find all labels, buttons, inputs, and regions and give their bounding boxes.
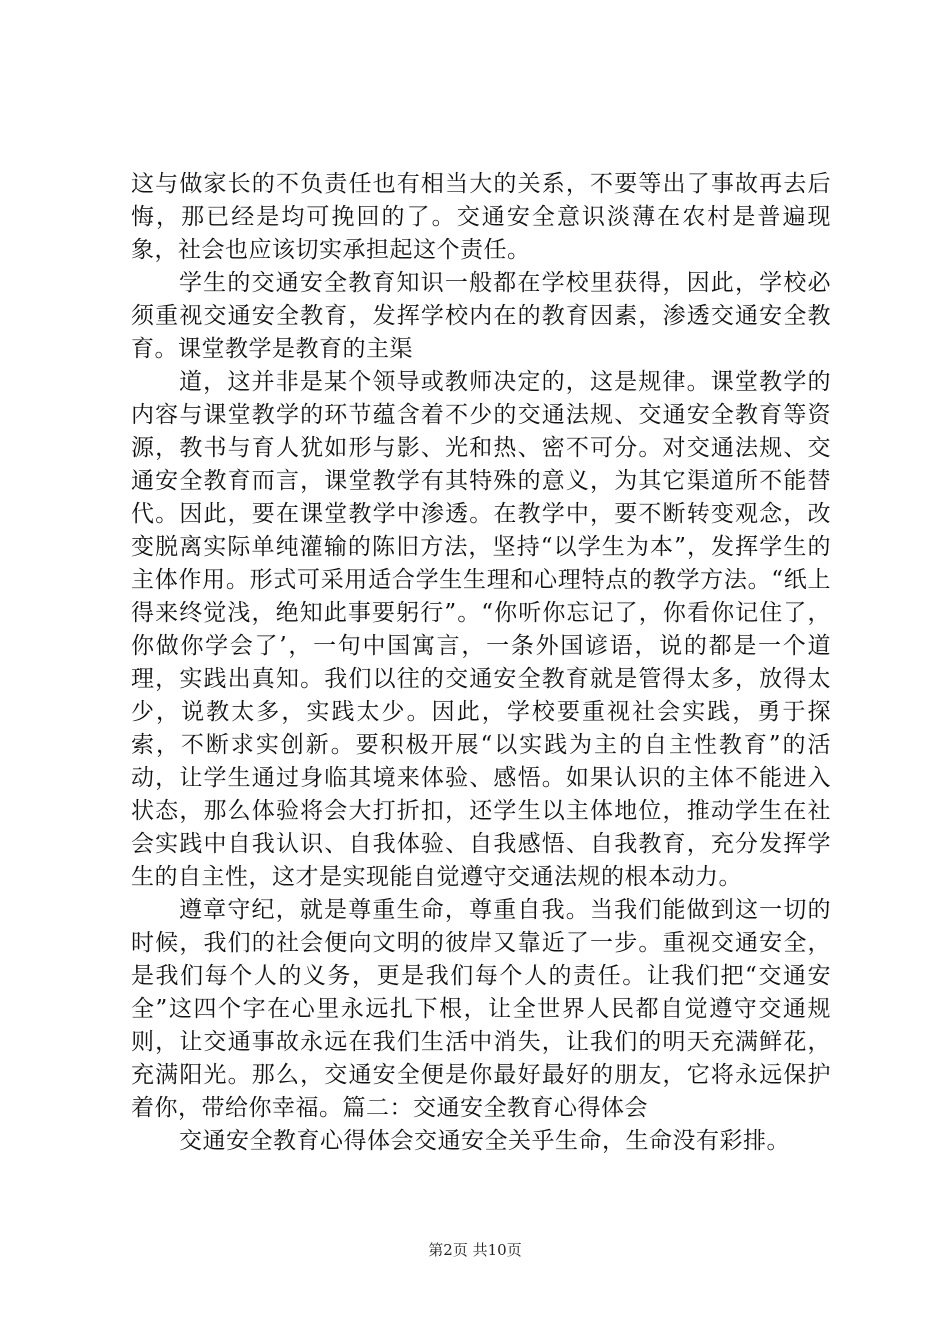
paragraph-classroom-teaching: 道，这并非是某个领导或教师决定的，这是规律。课堂教学的内容与课堂教学的环节蕴含着不少的交通法规、交通安全教育等资源，教书与育人犹如形与影、光和热、密不可分。对交通法规、交通安全教育而言，课堂教学有其特殊的意义，为其它渠道所不能替代。因此，要在课堂教学中渗透。在教学中，要不断转变观念，改变脱离实际单纯灌输的陈旧方法，坚持“以学生为本”，发挥学生的主体作用。形式可采用适合学生生理和心理特点的教学方法。“纸上得来终觉浅，绝知此事要躬行”。“你听你忘记了，你看你记住了，你做你学会了’，一句中国寓言，一条外国谚语，说的都是一个道理，实践出真知。我们以往的交通安全教育就是管得太多，放得太少，说教太多，实践太少。因此，学校要重视社会实践，勇于探索，不断求实创新。要积极开展“以实践为主的自主性教育”的活动，让学生通过身临其境来体验、感悟。如果认识的主体不能进入状态，那么体验将会大打折扣，还学生以主体地位，推动学生在社会实践中自我认识、自我体验、自我感悟、自我教育，充分发挥学生的自主性，这才是实现能自觉遵守交通法规的根本动力。 [131, 369, 831, 890]
paragraph-school-education: 学生的交通安全教育知识一般都在学校里获得，因此，学校必须重视交通安全教育，发挥学校内在的教育因素，渗透交通安全教育。课堂教学是教育的主渠 [131, 270, 831, 362]
paragraph-continuation: 这与做家长的不负责任也有相当大的关系，不要等出了事故再去后悔，那已经是均可挽回的了。交通安全意识淡薄在农村是普遍现象，社会也应该切实承担起这个责任。 [131, 171, 831, 263]
paragraph-obey-rules: 遵章守纪，就是尊重生命，尊重自我。当我们能做到这一切的时候，我们的社会便向文明的彼岸又靠近了一步。重视交通安全，是我们每个人的义务，更是我们每个人的责任。让我们把“交通安全”这四个字在心里永远扎下根，让全世界人民都自觉遵守交通规则，让交通事故永远在我们生活中消失，让我们的明天充满鲜花，充满阳光。那么，交通安全便是你最好最好的朋友，它将永远保护着你，带给你幸福。篇二：交通安全教育心得体会 [131, 897, 831, 1121]
paragraph-chapter-two-start: 交通安全教育心得体会交通安全关乎生命，生命没有彩排。 [179, 1128, 790, 1154]
page-number-footer: 第2页 共10页 [428, 1241, 522, 1259]
document-body [131, 168, 831, 1158]
